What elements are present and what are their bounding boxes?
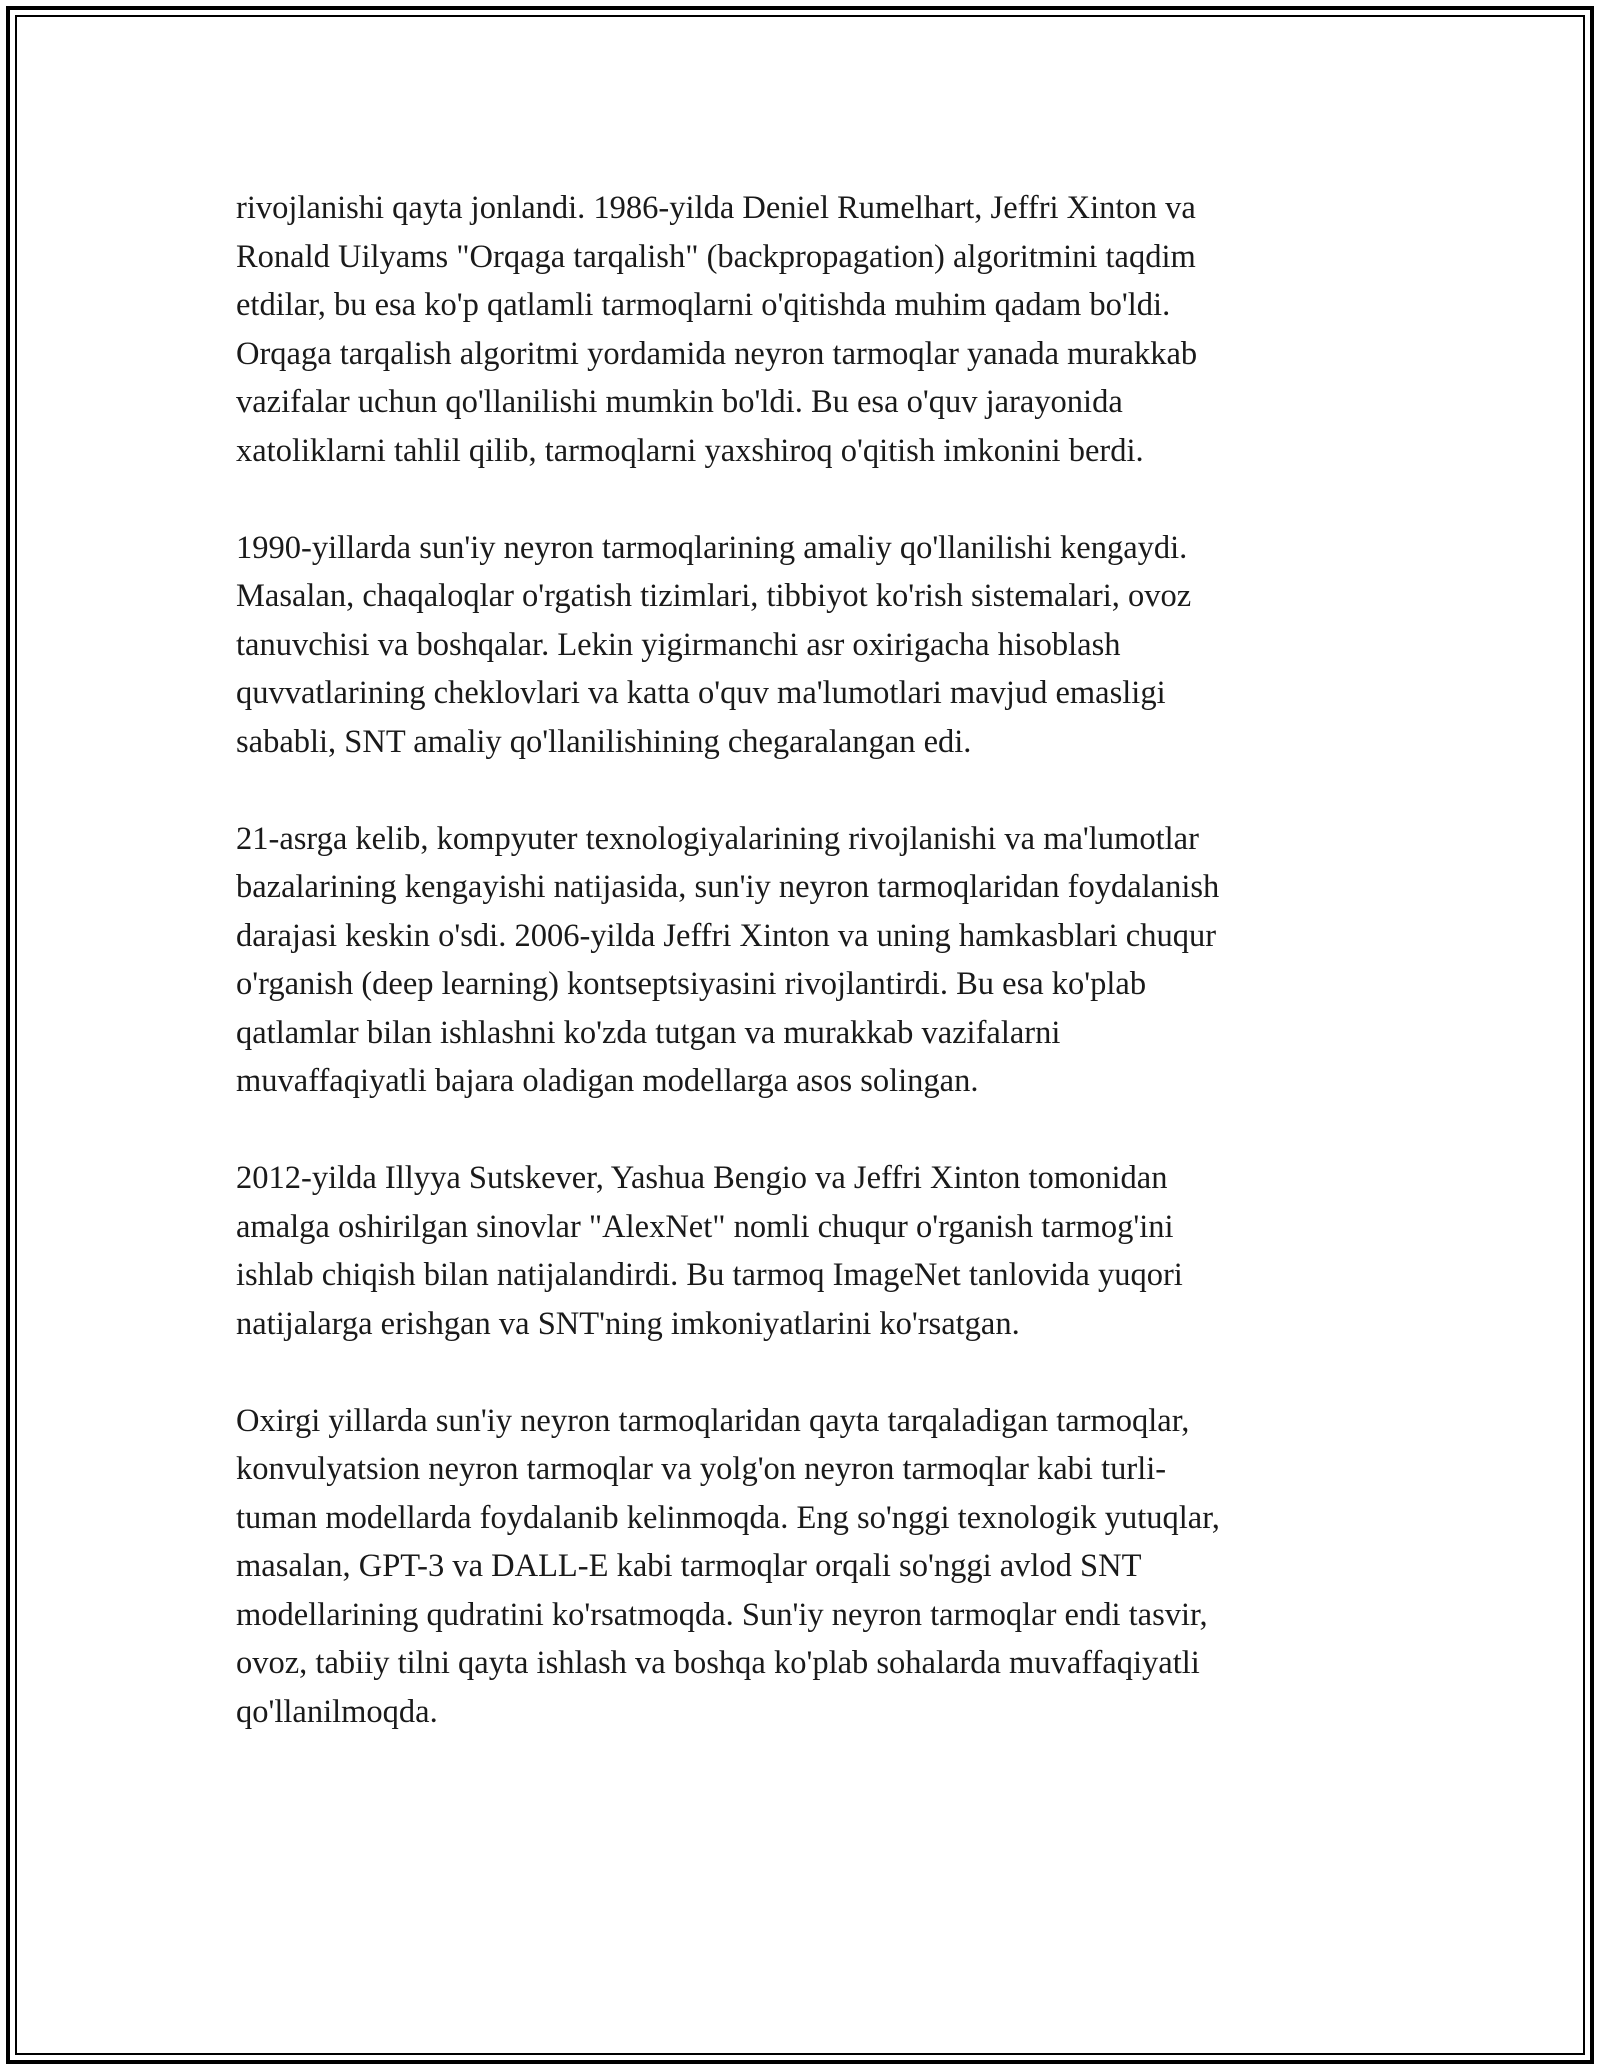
text-line: muvaffaqiyatli bajara oladigan modellarga asos solingan. <box>236 1063 979 1099</box>
text-line: bazalarining kengayishi natijasida, sun'iy neyron tarmoqlaridan foydalanish <box>236 869 1220 905</box>
text-line: vazifalar uchun qo'llanilishi mumkin bo'ldi. Bu esa o'quv jarayonida <box>236 384 1123 420</box>
text-line: qo'llanilmoqda. <box>236 1693 438 1730</box>
paragraph <box>236 184 1366 475</box>
paragraph <box>236 524 1366 767</box>
text-line: Orqaga tarqalish algoritmi yordamida neyron tarmoqlar yanada murakkab <box>236 335 1198 372</box>
paragraph <box>236 1397 1366 1737</box>
text-line: qatlamlar bilan ishlashni ko'zda tutgan va murakkab vazifalarni <box>236 1014 1061 1051</box>
text-line: masalan, GPT-3 va DALL-E kabi tarmoqlar orqali so'nggi avlod SNT <box>236 1548 1142 1584</box>
text-line: 21-asrga kelib, kompyuter texnologiyalarining rivojlanishi va ma'lumotlar <box>236 820 1199 857</box>
text-line: 2012-yilda Illyya Sutskever, Yashua Bengio va Jeffri Xinton tomonidan <box>236 1160 1168 1196</box>
text-line: tanuvchisi va boshqalar. Lekin yigirmanchi asr oxirigacha hisoblash <box>236 626 1121 663</box>
text-line: tuman modellarda foydalanib kelinmoqda. Eng so'nggi texnologik yutuqlar, <box>236 1499 1220 1536</box>
text-line: Masalan, chaqaloqlar o'rgatish tizimlari, tibbiyot ko'rish sistemalari, ovoz <box>236 578 1192 614</box>
paragraph <box>236 815 1366 1106</box>
text-line: etdilar, bu esa ko'p qatlamli tarmoqlarni o'qitishda muhim qadam bo'ldi. <box>236 287 1171 323</box>
text-line: darajasi keskin o'sdi. 2006-yilda Jeffri Xinton va uning hamkasblari chuqur <box>236 917 1217 954</box>
text-line: modellarining qudratini ko'rsatmoqda. Sun'iy neyron tarmoqlar endi tasvir, <box>236 1596 1208 1633</box>
text-line: sababli, SNT amaliy qo'llanilishining chegaralangan edi. <box>236 723 972 760</box>
text-line: quvvatlarining cheklovlari va katta o'quv ma'lumotlari mavjud emasligi <box>236 675 1166 711</box>
text-line: Oxirgi yillarda sun'iy neyron tarmoqlaridan qayta tarqaladigan tarmoqlar, <box>236 1402 1190 1439</box>
document-body <box>236 184 1366 1736</box>
text-line: natijalarga erishgan va SNT'ning imkoniyatlarini ko'rsatgan. <box>236 1305 1020 1342</box>
paragraph <box>236 1154 1366 1348</box>
text-line: rivojlanishi qayta jonlandi. 1986-yilda Deniel Rumelhart, Jeffri Xinton va <box>236 190 1196 226</box>
text-line: 1990-yillarda sun'iy neyron tarmoqlarining amaliy qo'llanilishi kengaydi. <box>236 529 1188 566</box>
text-line: ishlab chiqish bilan natijalandirdi. Bu tarmoq ImageNet tanlovida yuqori <box>236 1257 1183 1293</box>
text-line: amalga oshirilgan sinovlar "AlexNet" nomli chuqur o'rganish tarmog'ini <box>236 1208 1174 1245</box>
text-line: xatoliklarni tahlil qilib, tarmoqlarni yaxshiroq o'qitish imkonini berdi. <box>236 432 1144 469</box>
text-line: konvulyatsion neyron tarmoqlar va yolg'on neyron tarmoqlar kabi turli- <box>236 1451 1167 1487</box>
text-line: ovoz, tabiiy tilni qayta ishlash va boshqa ko'plab sohalarda muvaffaqiyatli <box>236 1645 1200 1681</box>
text-line: o'rganish (deep learning) kontseptsiyasini rivojlantirdi. Bu esa ko'plab <box>236 966 1147 1002</box>
text-line: Ronald Uilyams "Orqaga tarqalish" (backpropagation) algoritmini taqdim <box>236 238 1196 275</box>
